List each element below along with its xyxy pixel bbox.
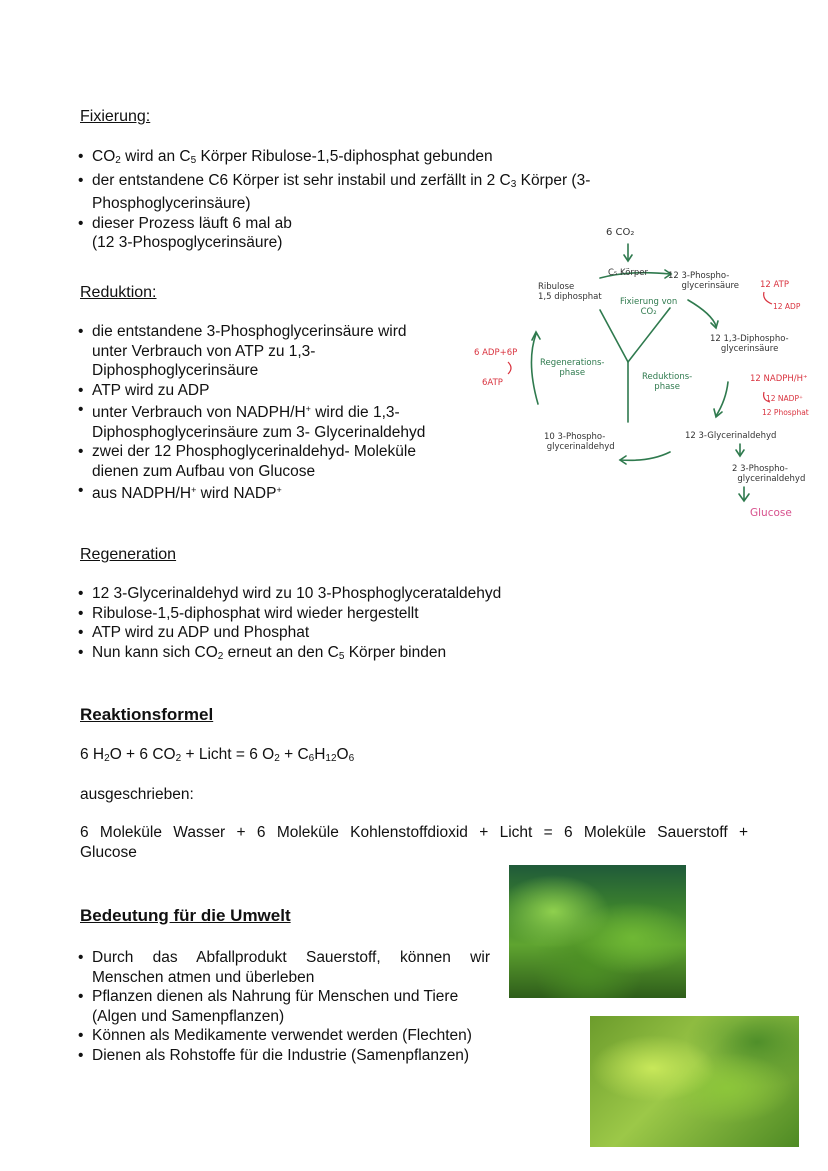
reaction-sentence-line1: 6 Moleküle Wasser + 6 Moleküle Kohlenstoffdioxid + Licht = 6 Moleküle Sauerstoff +: [80, 824, 748, 841]
list-item: • Pflanzen dienen als Nahrung für Menschen und Tiere (Algen und Samenpflanzen): [78, 987, 508, 1026]
list-item: • dieser Prozess läuft 6 mal ab (12 3-Phospoglycerinsäure): [78, 214, 638, 253]
ausgeschrieben-label: ausgeschrieben:: [80, 786, 194, 803]
list-item: • Ribulose-1,5-diphosphat wird wieder hergestellt: [78, 604, 638, 624]
label-12-glycerinaldehyd: 12 3-Glycerinaldehyd: [685, 431, 777, 441]
calvin-cycle-diagram: [470, 222, 820, 527]
list-item: • Können als Medikamente verwendet werden (Flechten): [78, 1026, 508, 1046]
label-2-pga: 2 3-Phospho- glycerinaldehyd: [732, 464, 806, 484]
bedeutung-list: [78, 948, 508, 1065]
reaction-sentence-line2: Glucose: [80, 844, 137, 861]
arrow-bottom: [620, 452, 670, 460]
label-12-dpgs: 12 1,3-Diphospho- glycerinsäure: [710, 334, 789, 354]
label-10-pga: 10 3-Phospho- glycerinaldehyd: [544, 432, 615, 452]
leaves-photo: [590, 1016, 799, 1147]
label-12-atp: 12 ATP: [760, 280, 789, 290]
list-item: • Dienen als Rohstoffe für die Industrie (Samenpflanzen): [78, 1046, 508, 1066]
list-item: • aus NADPH/H+ wird NADP+: [78, 481, 478, 504]
label-6-adp: 6 ADP+6P: [474, 348, 518, 358]
label-fixierung: Fixierung von CO₂: [620, 297, 678, 317]
list-item: • ATP wird zu ADP: [78, 381, 478, 401]
list-item: • Durch das Abfallprodukt Sauerstoff, können wir Menschen atmen und überleben: [78, 948, 508, 987]
label-12-nadph: 12 NADPH/H⁺: [750, 374, 808, 384]
list-item: • Nun kann sich $CO_2$ erneut an den $C_5$ Körper binden: [78, 643, 638, 667]
reduktion-list: [78, 322, 478, 504]
arrow-atp-adp: [764, 292, 772, 304]
list-item: • unter Verbrauch von NADPH/H+ wird die 1,3- Diphosphoglycerinsäure zum 3- Glycerinaldehyd: [78, 400, 478, 442]
section-heading-reaktionsformel: Reaktionsformel: [80, 705, 214, 724]
list-item: • $CO_2$ wird an $C_5$ Körper Ribulose-1,5-diphosphat gebunden: [78, 147, 638, 171]
section-heading-reduktion: Reduktion:: [80, 284, 157, 301]
label-c5: C₅ Körper: [608, 268, 649, 278]
arrow-adp-atp: [508, 362, 511, 374]
section-heading-fixierung: Fixierung:: [80, 108, 151, 125]
label-glucose: Glucose: [750, 507, 792, 519]
label-6-atp: 6ATP: [482, 378, 503, 388]
list-item: • zwei der 12 Phosphoglycerinaldehyd- Moleküle dienen zum Aufbau von Glucose: [78, 442, 478, 481]
label-reduktion-phase: Reduktions- phase: [642, 372, 693, 392]
section-heading-regeneration: Regeneration: [80, 546, 177, 563]
label-12-nadp: 12 NADP⁺: [766, 394, 803, 403]
y-left: [600, 310, 628, 362]
label-12-adp: 12 ADP: [773, 302, 801, 311]
list-item: • ATP wird zu ADP und Phosphat: [78, 623, 638, 643]
list-item: • der entstandene C6 Körper ist sehr instabil und zerfällt in 2 $C_3$ Körper (3- Phosphoglycerinsäure): [78, 171, 638, 214]
arrow-right-bottom: [716, 382, 728, 416]
list-item: • 12 3-Glycerinaldehyd wird zu 10 3-Phosphoglycerataldehyd: [78, 584, 638, 604]
reaction-formula: 6 $H_2O + 6$ $CO_2$ + Licht = 6 $O_2 + C_6H_{12}O_6$: [80, 746, 355, 764]
section-heading-bedeutung: Bedeutung für die Umwelt: [80, 906, 291, 925]
label-ribulose: Ribulose 1,5 diphosphat: [538, 282, 602, 302]
arrow-left: [531, 334, 538, 404]
arrow-right-top: [688, 300, 716, 326]
list-item: • die entstandene 3-Phosphoglycerinsäure wird unter Verbrauch von ATP zu 1,3- Diphosphoglycerinsäure: [78, 322, 478, 381]
regeneration-list: [78, 584, 638, 666]
label-co2-in: 6 CO₂: [606, 227, 635, 238]
label-regeneration-phase: Regenerations- phase: [540, 358, 605, 378]
algae-photo: [509, 865, 686, 998]
label-12-pgs: 12 3-Phospho- glycerinsäure: [668, 271, 740, 291]
label-12-phosphat: 12 Phosphat: [762, 408, 809, 417]
